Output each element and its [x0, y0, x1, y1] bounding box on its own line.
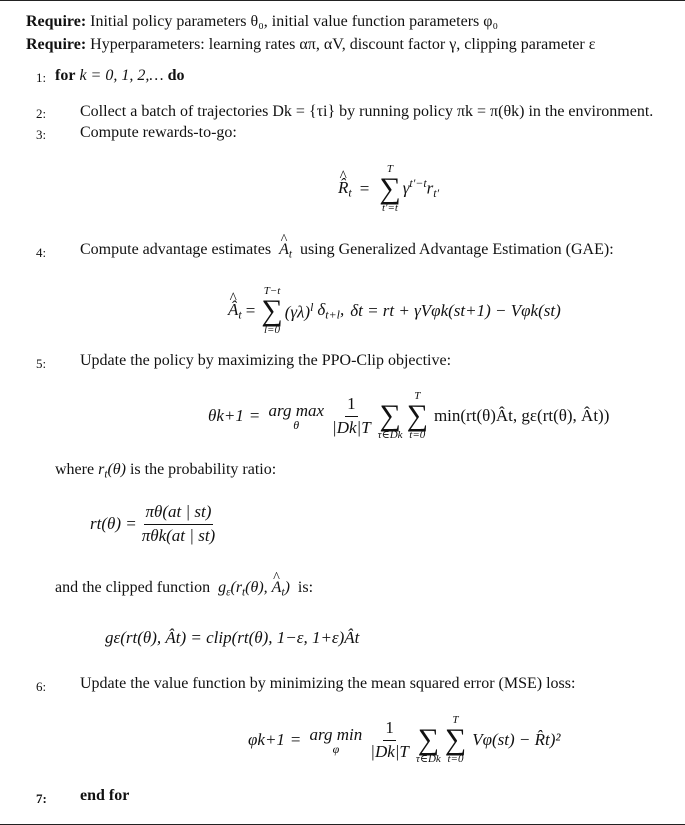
sum-upper: T−t: [263, 284, 281, 297]
require-line-1: [26, 13, 498, 31]
fraction: $\frac{1}{|Dk|T}$: [370, 717, 409, 761]
eq-lhs: rt(θ) =: [90, 514, 137, 533]
line-number: 1:: [36, 70, 47, 85]
sum-lower: l=0: [264, 324, 280, 337]
equation-value-loss: φk+1 = arg min φ $\frac{1}{|Dk|T}$ ∑ τ∈Dk T ∑ t=0 Vφ(st) − R̂t)²: [248, 713, 561, 766]
summation: ∑ τ∈Dk: [377, 398, 403, 442]
step-text: using Generalized Advantage Estimation (GAE):: [299, 241, 614, 258]
line-number: 2:: [36, 106, 47, 121]
argmin-operator: arg min φ: [309, 724, 363, 756]
step-for-loop: [55, 67, 184, 85]
eq-lhs: φk+1: [248, 730, 285, 749]
line-number: 6:: [36, 679, 47, 694]
argmax-operator: arg max θ: [268, 400, 325, 432]
require-label: Require:: [26, 36, 87, 53]
fraction: $\frac{\pi\theta(at | st)}{\text{πθk(at | st)}}$: [141, 501, 216, 545]
step-advantage: Compute advantage estimates ^ $A_t$ using Generalized Advantage Estimation (GAE):: [80, 241, 614, 260]
summation: ∑ τ∈Dk: [415, 722, 441, 766]
summation: T ∑ t=0: [444, 713, 467, 766]
clipped-function-line: and the clipped function $g_\varepsilon(r_t(\theta)$, ^ $A_t$) is:: [55, 579, 313, 598]
keyword-do: do: [167, 67, 185, 84]
keyword-for: for: [55, 67, 76, 84]
sum-upper: T: [386, 162, 394, 175]
step-text: Compute advantage estimates: [80, 241, 272, 258]
line-number: 3:: [36, 127, 47, 142]
eq-body: gε(rt(θ), Ât) = clip(rt(θ), 1−ε, 1+ε)Ât: [105, 628, 360, 647]
eq-lhs: ^ R̂: [338, 178, 348, 198]
summation: T ∑ t=0: [406, 389, 428, 442]
require-text: Initial policy parameters θ₀, initial value function parameters φ₀: [90, 13, 499, 30]
eq-body: Vφ(st) − R̂t)²: [472, 730, 561, 749]
summation: T ∑ t′=t: [379, 162, 401, 215]
step-update-value: Update the value function by minimizing the mean squared error (MSE) loss:: [80, 675, 576, 692]
eq-term: $\gamma^{t'-t}r_{t'}$: [402, 176, 440, 201]
step-end-for: end for: [80, 787, 130, 804]
eq-body: min(rt(θ)Ât, gε(rt(θ), Ât)): [433, 406, 610, 425]
equation-rewards-to-go: ^ $R̂_t$ = T ∑ t′=t $\gamma^{t'-t}r_{t'}$: [338, 159, 439, 219]
eq-body: (γλ): [284, 302, 311, 322]
step-rewards-to-go: Compute rewards-to-go:: [80, 124, 237, 141]
equation-ratio: [90, 496, 220, 552]
loop-condition: k = 0, 1, 2,…: [79, 67, 164, 84]
line-number: 5:: [36, 356, 47, 371]
line-number: 7:: [36, 791, 47, 806]
step-update-policy: Update the policy by maximizing the PPO-Clip objective:: [80, 352, 452, 369]
require-line-2: [26, 36, 595, 54]
equation-policy-objective: θk+1 = arg max θ $\frac{1}{|Dk|T}$ ∑ τ∈Dk T ∑ t=0 min(rt(θ)Ât, gε(rt(θ), Ât)): [208, 389, 610, 442]
step-collect: Collect a batch of trajectories Dk = {τi} by running policy πk = π(θk) in the environment.: [80, 103, 654, 120]
eq-lhs: θk+1: [208, 406, 244, 425]
eq-lhs: ^ Â: [228, 300, 238, 320]
eq-exp: l: [310, 299, 314, 314]
equation-gae: ^ $Â_t$ = T−t ∑ l=0 $(\gamma\lambda)^l$ $\delta_{t+l}$, δt = rt + γVφk(st+1) − Vφk(st): [228, 283, 561, 339]
line-number: 4:: [36, 245, 47, 260]
require-text: Hyperparameters: learning rates απ, αV, discount factor γ, clipping parameter ε: [90, 36, 596, 53]
where-ratio-line: where $r_t(\theta)$ is the probability ratio:: [55, 461, 277, 481]
equation-clip: [105, 623, 359, 653]
fraction: $\frac{1}{|Dk|T}$: [332, 393, 371, 437]
summation: T−t ∑ l=0: [261, 284, 283, 337]
sum-lower: t′=t: [382, 202, 398, 215]
require-label: Require:: [26, 13, 87, 30]
eq-delta: δt = rt + γVφk(st+1) − Vφk(st): [350, 301, 561, 320]
